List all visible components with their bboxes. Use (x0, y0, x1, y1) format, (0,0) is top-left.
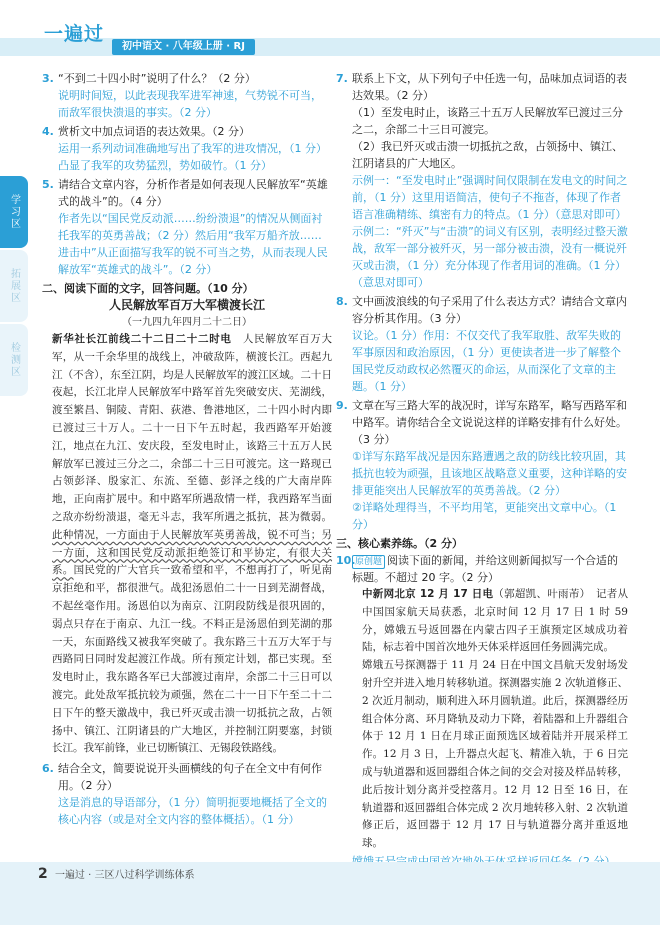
question-text: 结合全文，简要说说开头画横线的句子在全文中有何作用。（2 分） (58, 762, 322, 793)
tab-test[interactable]: 检测区 (0, 324, 28, 396)
right-column (336, 70, 628, 870)
passage-title: 人民解放军百万大军横渡长江 (108, 298, 265, 312)
news-dateline: 中新网北京 12 月 17 日电 (362, 588, 494, 600)
answer-example-1: 示例一：“至发电时止”强调时间仅限制在发电文的时间之前，（1 分）这里用语简洁，使句子不拖沓，体现了作者语言准确精练、缜密有力的特点。（1 分）（意思对即可） (352, 174, 628, 221)
section-heading-3: 三、核心素养练。（2 分） (336, 537, 463, 550)
question-5 (42, 176, 332, 278)
brand-logo: 一遍过 (44, 23, 105, 45)
passage-body (42, 331, 332, 758)
side-tabs (0, 176, 28, 396)
question-number: 8. (336, 295, 348, 308)
answer-text-1: ①详写东路军战况是因东路遭遇之敌的防线比较巩固，其抵抗也较为顽强，且该地区战略意义重要，这种详略的安排更能突出人民解放军的英勇善战。（2 分） (352, 450, 627, 497)
question-number: 3. (42, 72, 54, 85)
question-10 (336, 552, 628, 870)
question-text: 文中画波浪线的句子采用了什么表达方式？请结合文章内容分析其作用。（3 分） (352, 295, 627, 325)
question-6 (42, 760, 332, 828)
question-number: 7. (336, 72, 348, 85)
question-text: 阅读下面的新闻，并给这则新闻拟写一个合适的标题。不超过 20 字。（2 分） (352, 554, 619, 584)
section-heading-2: 二、阅读下面的文字，回答问题。（10 分） (42, 282, 254, 295)
question-text: 联系上下文，从下列句子中任选一句，品味加点词语的表达效果。（2 分） (352, 72, 627, 102)
question-number: 9. (336, 399, 348, 412)
question-number: 6. (42, 762, 54, 776)
footer-text: 一遍过 · 三区八过科学训练体系 (54, 870, 195, 881)
passage-dateline: 新华社长江前线二十二日二十二时电 (52, 333, 232, 345)
question-7 (336, 70, 628, 291)
answer-text: 作者先以“国民党反动派……纷纷溃退”的情况从侧面衬托我军的英勇善战；（2 分）然后用“我军万船齐放……进击中”从正面描写我军的锐不可当之势，从而表现人民解放军“英雄式的战斗”。（2 分） (58, 212, 328, 276)
answer-text-2: ②详略处理得当，不平均用笔，更能突出文章中心。（1 分） (352, 501, 617, 531)
passage-wavy-sentence: 此种情况，一方面由于人民解放军英勇善战，锐不可当；另一方面，这和国民党反动派拒绝签订和平协定，有很大关系。 (52, 528, 332, 577)
option-1: （1）至发电时止，该路三十五万人民解放军已渡过三分之二，余部二十三日可渡完。 (352, 106, 623, 136)
passage-date: （一九四九年四月二十二日） (122, 317, 252, 328)
question-number: 10. (336, 554, 356, 567)
answer-text: 议论。（1 分）作用：不仅交代了我军取胜、敌军失败的军事原因和政治原因，（1 分）更使读者进一步了解整个国民党反动政权必然覆灭的命运，从而深化了文章的主题。（1 分） (352, 329, 621, 393)
page-number: 2 (38, 866, 48, 882)
page-footer (0, 862, 660, 925)
question-number: 5. (42, 178, 54, 191)
question-text: 文章在写三路大军的战况时，详写东路军，略写西路军和中路军。请你结合全文说说这样的详略安排有什么好处。（3 分） (352, 399, 627, 446)
question-3 (42, 70, 332, 121)
question-number: 4. (42, 125, 54, 138)
tab-expand[interactable]: 拓展区 (0, 250, 28, 322)
news-para-1: 记者从中国国家航天局获悉，北京时间 12 月 17 日 1 时 59 分，嫦娥五号返回器在内蒙古四子王旗预定区域成功着陆，标志着中国首次地外天体采样返回任务圆满完成。 (362, 588, 629, 654)
footer-content (38, 866, 194, 884)
passage-para-a: 人民解放军百万大军，从一千余华里的战线上，冲破敌阵，横渡长江。西起九江（不含），东至江阴，均是人民解放军的渡江区域。二十日夜起，长江北岸人民解放军中路军首先突破安庆、芜湖线，渡至繁昌、铜陵、青阳、荻港、鲁港地区，二十四小时内即已渡过三十万人。二十一日下午五时起，我西路军开始渡江，地点在九江、安庆段，至发电时止，该路三十五万人民解放军已渡过三分之二，余部二十三日可渡完。这一路现已占领彭泽、殷家汇、东流、至德、彭泽之线的广大南岸阵地，正向南扩展中。和中路军所遇敌情一样，我西路军当面之敌亦纷纷溃退，毫无斗志，我军所遇之抵抗，甚为微弱。 (52, 333, 333, 523)
news-body (352, 586, 628, 657)
question-text: 赏析文中加点词语的表达效果。（2 分） (58, 125, 250, 138)
left-column (42, 70, 332, 828)
news-reporter: （郭超凯、叶雨芾） (493, 588, 586, 600)
page-header (0, 0, 660, 62)
series-badge: 初中语文 · 八年级上册 · RJ (112, 39, 255, 55)
passage-para-c: 国民党的广大官兵一致希望和平，不想再打了，听见南京拒绝和平，都很泄气。战犯汤恩伯二十一日到芜湖督战，不起丝毫作用。汤恩伯以为南京、江阴段防线是很巩固的，弱点只存在于南京、九江一线。不料正是汤恩伯到芜湖的那一天，东面路线又被我军突破了。我东路三十五万大军于与西路同日同时发起渡江作战。所有预定计划，都已实现。至发电时止，我东路各军已大部渡过南岸，余部二十三日可以渡完。此处敌军抵抗较为顽强，然在二十一日下午至二十二日下午的整天激战中，我已歼灭或击溃一切抵抗之敌，占领扬中、镇江、江阴诸县的广大地区，并控制江阴要塞，封锁长江。我军前锋，业已切断镇江、无锡段铁路线。 (52, 564, 333, 755)
question-4 (42, 123, 332, 174)
original-tag: 原创题 (352, 555, 385, 569)
answer-example-2: 示例二：“歼灭”与“击溃”的词义有区别，表明经过整天激战，敌军一部分被歼灭，另一部分被击溃，没有一概说歼灭或击溃，（1 分）充分体现了作者用词的准确。（1 分）（意思对即可） (352, 225, 628, 289)
question-8 (336, 293, 628, 395)
answer-text: 说明时间短，以此表现我军进军神速，气势锐不可当，而敌军很快溃退的事实。（2 分） (58, 89, 322, 119)
question-9 (336, 397, 628, 533)
answer-text: 这是消息的导语部分，（1 分）简明扼要地概括了全文的核心内容（或是对全文内容的整体概括）。（1 分） (58, 796, 327, 827)
question-text: “不到二十四小时”说明了什么？（2 分） (58, 72, 256, 85)
answer-text: 运用一系列动词准确地写出了我军的进攻情况，（1 分）凸显了我军的攻势猛烈，势如破竹。（1 分） (58, 142, 327, 172)
question-text: 请结合文章内容，分析作者是如何表现人民解放军“英雄式的战斗”的。（4 分） (58, 178, 328, 208)
option-2: （2）我已歼灭或击溃一切抵抗之敌，占领扬中、镇江、江阴诸县的广大地区。 (352, 140, 623, 170)
tab-study[interactable]: 学习区 (0, 176, 28, 248)
news-para-2: 嫦娥五号探测器于 11 月 24 日在中国文昌航天发射场发射升空并进入地月转移轨道。探测器实施 2 次轨道修正、2 次近月制动，顺利进入环月圆轨道。此后，探测器经历组合体分离、环月降轨及动力下降，着陆器和上升器组合体于 12 月 1 日在月球正面预选区域着陆并开展采样工作。12 月 3 日，上升器点火起飞、精准入轨，于 6 日完成与轨道器和返回器组合体之间的交会对接及样品转移，此后按计划分离并受控落月。12 月 12 日至 16 日，在轨道器和返回器组合体完成 2 次月地转移入射、2 次轨道修正后，返回器于 12 月 17 日与轨道器分离并重返地球。 (362, 659, 628, 850)
